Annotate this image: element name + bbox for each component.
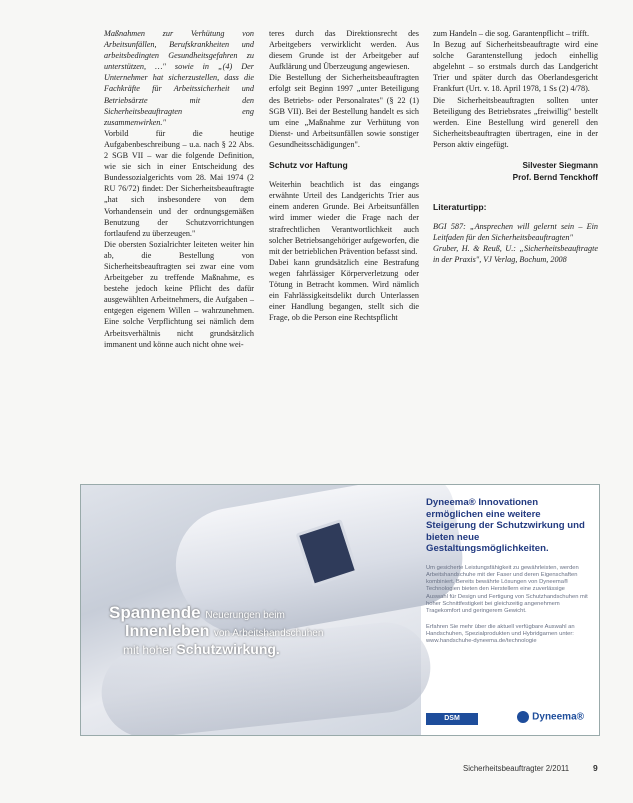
ad-title: Dyneema® Innovationen ermöglichen eine weitere Steigerung der Schutzwirkung und bieten neue Gestaltungsmöglichkeiten. xyxy=(426,497,585,554)
footer-publication: Sicherheitsbeauftragter 2/2011 xyxy=(463,764,570,773)
paragraph: Maßnahmen zur Verhütung von Arbeitsunfällen, Berufskrankheiten und arbeitsbedingten Gesundheitsgefahren zu unterstützen, …" sowie in „(4) Der Unternehmer hat sicherzustellen, dass die Fachkräfte für Arbeitssicherheit und Betriebsärzte mit den Sicherheitsbeauftragten eng zusammenwirken." xyxy=(104,29,254,127)
text-column-2 xyxy=(269,28,419,323)
headline-word: Neuerungen beim xyxy=(205,610,285,621)
literature-heading: Literaturtipp: xyxy=(433,202,487,213)
author-name: Prof. Bernd Tenckhoff xyxy=(512,173,598,183)
paragraph: Die Sicherheitsbeauftragten sollten unter Beteiligung des Betriebsrates „freiwillig" bestellt werden. Eine Bestellung wird generell den Sicherheitsbeauftragten übertragen, eine in der Person aktiv eingefügt. xyxy=(433,95,598,149)
ad-body: Um gesicherte Leistungsfähigkeit zu gewährleisten, werden Arbeitshandschuhe mit der Faser und deren Eigenschaften kombiniert. Bereits bewährte Lösungen von Dyneema® Technologien bieten den Herstellern eine zuverlässige Auswahl für Design und Fertigung von Schutzhandschuhen mit hoher Schnittfestigkeit bei gleichzeitig angenehmem Tragekomfort und geringerem Gewicht. xyxy=(426,564,588,615)
paragraph: Weiterhin beachtlich ist das eingangs erwähnte Urteil des Landgerichts Trier aus einem anderen Grunde. Bei Arbeitsunfällen wird immer wieder die Frage nach der strafrechtlichen Verantwortlichkeit auch solcher Betriebsangehöriger aufgeworfen, die mit der betrieblichen Prävention befasst sind. xyxy=(269,180,419,256)
dsm-logo: DSM xyxy=(426,713,478,725)
literature-entry: Gruber, H. & Reuß, U.: „Sicherheitsbeauftragte in der Praxis", VJ Verlag, Bochum, 2008 xyxy=(433,244,598,265)
ad-headline xyxy=(109,603,409,657)
paragraph: Dabei kann grundsätzlich eine Bestrafung wegen fahrlässiger Körperverletzung oder Tötung in Betracht kommen. Wird nämlich ein Fahrlässigkeitsdelikt durch Unterlassen einer Handlung begangen, stellt sich die Frage, ob die Person eine Rechtspflicht xyxy=(269,257,419,323)
dyneema-logo xyxy=(517,711,584,723)
paragraph: In Bezug auf Sicherheitsbeauftragte wird eine solche Garantenstellung jedoch einhellig abgelehnt – so erstmals durch das Landgericht Trier und später durch das Oberlandesgericht Frankfurt (Urt. v. 18. April 1978, 1 Ss (2) 4/78). xyxy=(433,40,598,94)
dyneema-mark-icon xyxy=(517,711,529,723)
paragraph: Vorbild für die heutige Aufgabenbeschreibung – u.a. nach § 22 Abs. 2 SGB VII – war die folgende Definition, wie sie sich in einer Entscheidung des Bundessozialgerichts vom 28. Mai 1974 (2 RU 76/72) findet: Der Sicherheitsbeauftragte „hat sich insbesondere von dem Vorhandensein und der ordnungsgemäßen Benutzung der Schutzvorrichtungen fortlaufend zu überzeugen." xyxy=(104,128,254,238)
literature-entry: BGI 587: „Ansprechen will gelernt sein – Ein Leitfaden für den Sicherheitsbeauftragten" xyxy=(433,222,598,243)
paragraph: teres durch das Direktionsrecht des Arbeitgebers verwirklicht werden. Aus diesem Grunde ist der Arbeitgeber auf Aufklärung und Überzeugung angewiesen. xyxy=(269,29,419,72)
page-number: 9 xyxy=(593,763,598,773)
paragraph: zum Handeln – die sog. Garantenpflicht – trifft. xyxy=(433,29,590,38)
glove-photo xyxy=(81,485,421,735)
ad-cta[interactable]: Erfahren Sie mehr über die aktuell verfügbare Auswahl an Handschuhen, Spezialprodukten und Hybridgarnen unter: www.handschuhe-dyneema.de/technologie xyxy=(426,623,575,645)
brand-label: Dyneema® xyxy=(532,711,584,723)
paragraph: Die Bestellung der Sicherheitsbeauftragten erfolgt seit Beginn 1997 „unter Beteiligung des Betriebs- oder Personalrates" (§ 22 (1) SGB VII). Bei der Bestellung handelt es sich um eine „Maßnahme zur Verhütung von Dienst- und Arbeitsunfällen sowie sonstiger Gesundheitsschädigungen". xyxy=(269,73,419,149)
headline-word: mit hoher xyxy=(123,643,174,657)
headline-word: Schutzwirkung. xyxy=(176,641,280,657)
headline-word: Innenleben xyxy=(125,623,210,640)
headline-word: von Arbeitshandschuhen xyxy=(213,628,324,639)
paragraph: Die obersten Sozialrichter leiteten weiter hin ab, die Bestellung von Sicherheitsbeauftragten sei zwar eine vom Arbeitgeber zu treffende Maßnahme, es bestehe jedoch keine Pflicht des dafür ausgewählten Arbeitnehmers, die Aufgaben – entgegen eigenem Willen – wahrzunehmen. Eine solche Verpflichtung sei nämlich dem Arbeitsverhältnis nicht grundsätzlich immanent und könne auch nicht ohne wei- xyxy=(104,239,254,349)
text-column-1 xyxy=(104,28,254,350)
section-heading: Schutz vor Haftung xyxy=(269,160,348,171)
ad-logos xyxy=(426,711,588,727)
author-name: Silvester Siegmann xyxy=(522,161,598,171)
text-column-3 xyxy=(433,28,598,266)
advertisement[interactable] xyxy=(80,484,600,736)
headline-word: Spannende xyxy=(109,603,201,622)
ad-text-panel xyxy=(426,497,588,645)
